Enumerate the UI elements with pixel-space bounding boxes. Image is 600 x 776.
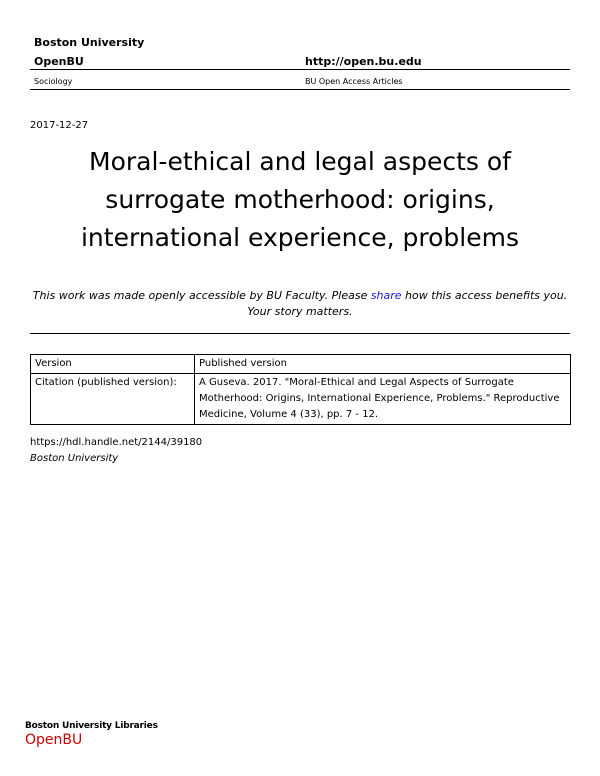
- header-series: BU Open Access Articles: [305, 77, 403, 86]
- metadata-table: [30, 354, 571, 425]
- publication-date: 2017-12-27: [30, 120, 89, 131]
- header-divider-top: [30, 69, 570, 70]
- share-link[interactable]: share: [370, 289, 402, 302]
- access-notice-text: This work was made openly accessible by BU Faculty. Please: [32, 289, 371, 302]
- document-title: Moral-ethical and legal aspects of surrogate motherhood: origins, international experience, problems: [80, 147, 519, 252]
- header-institution: Boston University: [34, 36, 145, 49]
- publisher: Boston University: [30, 453, 119, 464]
- access-notice: [30, 288, 570, 320]
- handle-link[interactable]: https://hdl.handle.net/2144/39180: [30, 437, 203, 448]
- row-value: Published version: [195, 355, 571, 374]
- section-divider: [30, 333, 570, 334]
- header-divider-bottom: [30, 89, 570, 90]
- footer-logo-line1: Boston University Libraries: [25, 721, 158, 731]
- footer-logo-line2: OpenBU: [25, 732, 83, 748]
- row-key: Version: [31, 355, 195, 374]
- row-key: Citation (published version):: [31, 374, 195, 425]
- access-notice-text-end: how this access benefits you. Your story matters.: [247, 289, 568, 318]
- header-repository: OpenBU: [34, 55, 84, 68]
- table-row: [31, 355, 571, 374]
- footer-logo: [25, 721, 158, 748]
- row-value: A Guseva. 2017. "Moral-Ethical and Legal Aspects of Surrogate Motherhood: Origins, International Experience, Problems." Reproductive Medicine, Volume 4 (33), pp. 7 - 12.: [195, 374, 571, 425]
- header-collection: Sociology: [34, 77, 73, 86]
- table-row: [31, 374, 571, 425]
- header-url[interactable]: http://open.bu.edu: [305, 55, 422, 68]
